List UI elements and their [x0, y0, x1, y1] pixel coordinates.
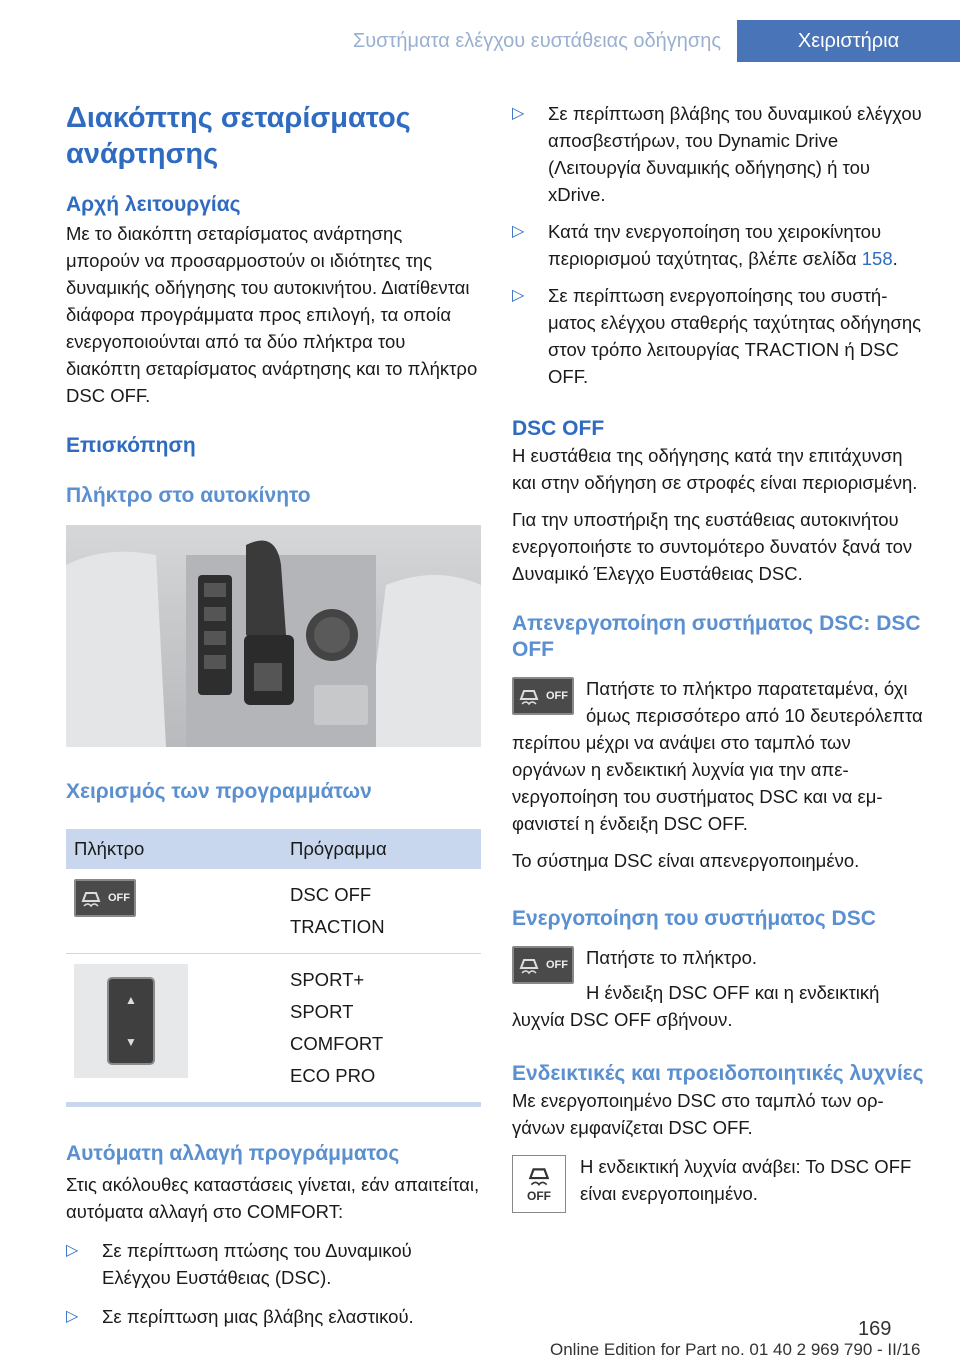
right-column [512, 100, 927, 1217]
col-header-key: Πλήκτρο [66, 829, 282, 869]
programs-heading: Χειρισμός των προγραμμάτων [66, 780, 372, 803]
lamps-heading: Ενδεικτικές και προειδοποιητικές λυχνίες [512, 1062, 924, 1085]
off-label: OFF [108, 892, 130, 904]
deactivation-text: Πατήστε το πλήκτρο παρατεταμένα, όχι όμως περισσότερο από 10 δευτερόλεπτα περίπου μέχρι να ανάψει στο ταμπλό των οργάνων η ενδεικτική λυχνία για την απενεργοποίηση του συστήματος DSC και να εμφανιστεί η ένδειξη DSC OFF. [512, 678, 923, 834]
dsc-off-button-icon: OFF [512, 946, 574, 984]
overview-heading: Επισκόπηση [66, 434, 196, 457]
program-sport-plus: SPORT+ [290, 969, 365, 990]
auto-text: Στις ακόλουθες καταστάσεις γίνεται, εάν απαιτείται, αυτόματα αλλαγή στο COMFORT: [66, 1174, 480, 1222]
dsc-off-text-2: Για την υποστήριξη της ευστάθειας αυτοκινήτου ενεργοποιήστε το συντομότερο δυνατόν ξανά τον Δυναμικό Έλεγχο Ευστάθειας DSC. [512, 509, 913, 584]
activation-result: Η ένδειξη DSC OFF και η ενδεικτική λυχνία DSC OFF σβήνουν. [512, 982, 880, 1030]
center-console-photo [66, 525, 481, 747]
right-list [512, 100, 927, 390]
edition-footer: Online Edition for Part no. 01 40 2 969 790 - II/16 [550, 1340, 921, 1359]
auto-list [66, 1237, 481, 1330]
list-item: ▷ Κατά την ενεργοποίηση του χειροκίνητου περιορισμού ταχύτητας, βλέπε σελίδα 158. [512, 221, 898, 269]
table-row [66, 869, 481, 954]
list-item: ▷ Σε περίπτωση μιας βλάβης ελαστικού. [66, 1306, 414, 1327]
program-sport: SPORT [290, 1001, 354, 1022]
button-heading: Πλήκτρο στο αυτοκίνητο [66, 484, 311, 507]
program-eco-pro: ECO PRO [290, 1065, 376, 1086]
activation-text: Πατήστε το πλήκτρο. [586, 947, 758, 968]
dsc-off-button-icon [74, 879, 136, 917]
dsc-off-button-icon: OFF [512, 677, 574, 715]
programs-table [66, 829, 481, 1107]
page-number: 169 [858, 1318, 892, 1340]
dsc-off-indicator-lamp-icon: OFF [512, 1155, 566, 1213]
principle-text: Με το διακόπτη σεταρίσματος ανάρτησης μπορούν να προσαρμοστούν οι ιδιότητες της δυναμικής οδήγησης του αυτοκινήτου. Διατίθενται διάφορα προγράμματα προς επιλογή, τα οποία ενεργοποιούνται από τα δύο πλήκτρα του διακόπτη σεταρίσματος ανάρτησης και το πλήκτρο DSC OFF. [66, 223, 478, 406]
program-traction: TRACTION [290, 916, 385, 937]
deactivation-result: Το σύστημα DSC είναι απενεργοποιημένο. [512, 850, 860, 871]
activation-heading: Ενεργοποίηση του συστήματος DSC [512, 907, 876, 930]
left-column [66, 100, 481, 1330]
dsc-off-text-1: Η ευστάθεια της οδήγησης κατά την επιτάχυνση και στην οδήγηση σε στροφές είναι περιορισμένη. [512, 445, 918, 493]
list-item: ▷ Σε περίπτωση ενεργοποίησης του συστήματος ελέγχου σταθερής ταχύτητας οδήγησης στον τρόπο λειτουργίας TRACTION ή DSC OFF. [512, 285, 922, 387]
page-title: Διακόπτης σεταρίσματος ανάρτησης [66, 102, 411, 170]
list-item: ▷ Σε περίπτωση πτώσης του Δυναμικού Ελέγχου Ευστάθειας (DSC). [66, 1240, 412, 1288]
dsc-off-heading: DSC OFF [512, 417, 605, 440]
table-row [66, 954, 481, 1105]
principle-heading: Αρχή λειτουργίας [66, 193, 241, 216]
driving-dynamics-switch-icon: ▲ ▼ [74, 964, 188, 1078]
program-dsc-off: DSC OFF [290, 884, 372, 905]
col-header-program: Πρόγραμμα [282, 829, 481, 869]
list-item: ▷ Σε περίπτωση βλάβης του δυναμικού ελέγχου αποσβεστήρων, του Dynamic Drive (Λειτουργία δυναμικής οδήγησης) ή του xDrive. [512, 103, 922, 205]
chapter-title: Συστήματα ελέγχου ευστάθειας οδήγησης [352, 30, 721, 52]
section-tab: Χειριστήρια [737, 20, 960, 62]
lamp-text: Η ενδεικτική λυχνία ανάβει: Το DSC OFF είναι ενεργοποιημένο. [580, 1156, 912, 1204]
page-reference-link[interactable]: 158 [861, 248, 893, 269]
program-comfort: COMFORT [290, 1033, 384, 1054]
deactivation-heading: Απενεργοποίηση συστήματος DSC: DSC OFF [512, 612, 921, 661]
lamps-text: Με ενεργοποιημένο DSC στο ταμπλό των οργάνων εμφανίζεται DSC OFF. [512, 1090, 884, 1138]
auto-heading: Αυτόματη αλλαγή προγράμματος [66, 1142, 400, 1165]
